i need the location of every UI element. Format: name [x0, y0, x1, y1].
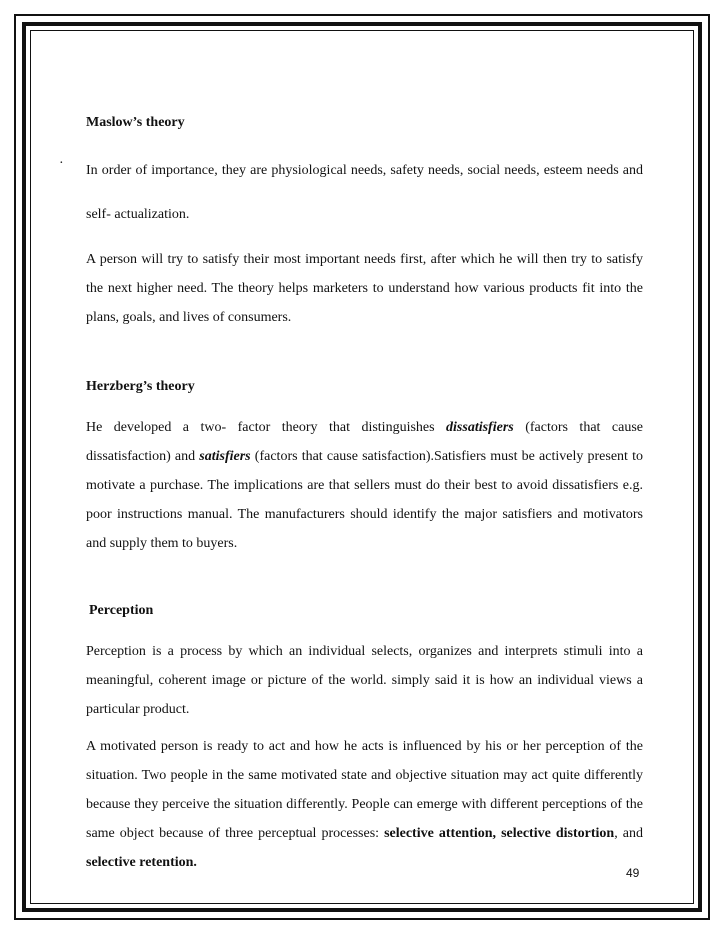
herzberg-text-start: He developed a two- factor theory that distinguishes: [86, 420, 447, 435]
satisfiers-term: satisfiers: [199, 449, 251, 464]
selective-distortion-term: selective distortion: [501, 826, 615, 841]
perception-heading: Perception: [89, 603, 154, 618]
perception-paragraph-2: [86, 732, 643, 877]
herzberg-paragraph: [86, 413, 643, 558]
dissatisfiers-term: dissatisfiers: [446, 420, 514, 435]
perception-paragraph-1: Perception is a process by which an individual selects, organizes and interprets stimuli into a meaningful, coherent image or picture of the world. simply said it is how an individual views a particular product.: [86, 644, 643, 717]
maslow-bullet-item: [59, 149, 643, 237]
selective-attention-term: selective attention,: [384, 826, 497, 841]
page-number: 49: [626, 866, 640, 880]
herzberg-text-mid: (factors that cause dissatisfaction) and: [86, 420, 643, 464]
perception-text-and: , and: [614, 826, 643, 841]
page-content: [59, 108, 643, 877]
maslow-paragraph-1: In order of importance, they are physiological needs, safety needs, social needs, esteem needs and self- actualization.: [86, 163, 643, 222]
bullet-dot: ·: [59, 156, 64, 171]
maslow-paragraph-2: A person will try to satisfy their most important needs first, after which he will then try to satisfy the next higher need. The theory helps marketers to understand how various products fit into the plans, goals, and lives of consumers.: [86, 252, 643, 325]
herzberg-heading: Herzberg’s theory: [86, 379, 195, 394]
herzberg-text-rest: (factors that cause satisfaction).Satisfiers must be actively present to motivate a purchase. The implications are that sellers must do their best to avoid dissatisfiers e.g. poor instructions manual. The manufacturers should identify the major satisfiers and motivators and supply them to buyers.: [86, 449, 643, 551]
maslow-heading: Maslow’s theory: [86, 115, 185, 130]
selective-retention-term: selective retention.: [86, 855, 197, 870]
perception-text-start: A motivated person is ready to act and how he acts is influenced by his or her perception of the situation. Two people in the same motivated state and objective situation may act quite differently because they perceive the situation differently. People can emerge with different perceptions of the same object because of three perceptual processes:: [86, 739, 643, 841]
